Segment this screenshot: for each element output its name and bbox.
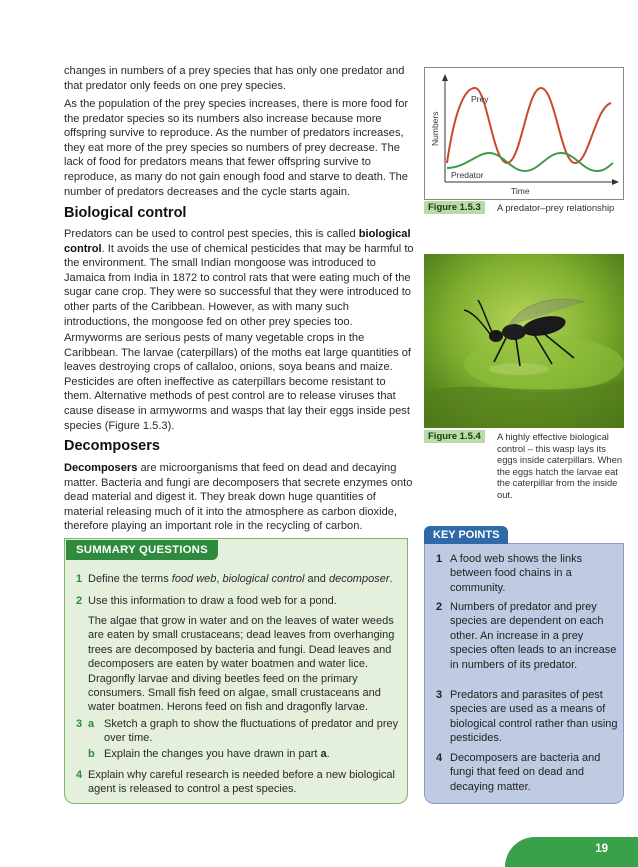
figure-2-caption: A highly effective biological control – this wasp lays its eggs inside caterpillars. When the eggs hatch the larvae eat the caterpillar from the inside out.	[497, 431, 623, 500]
page-number: 19	[505, 837, 638, 867]
summary-questions-title: SUMMARY QUESTIONS	[66, 540, 218, 560]
figure-1-caption: A predator–prey relationship	[497, 202, 615, 213]
heading-decomposers: Decomposers	[64, 438, 160, 454]
bio-paragraph-1: Predators can be used to control pest species, this is called biological control. It avoids the use of chemical pesticides that may be harmful to the environment. The small Indian mongoose was introduced to Jamaica from India in 1872 to control rats that were eating much of the sugar cane crop. They were so successful that they were introduced to other parts of the Caribbean. However, as with many such introductions, the mongoose fed on other prey species too.	[64, 228, 414, 328]
predator-curve	[447, 153, 613, 171]
x-axis-label: Time	[511, 186, 530, 196]
keyword-decomposers: Decomposers	[64, 462, 138, 474]
y-axis-label: Numbers	[430, 111, 440, 146]
key-point-2: 2 Numbers of predator and prey species are dependent on each other. An increase in a prey species often leads to an increase in numbers of its predator.	[436, 601, 617, 671]
intro-paragraph-2: As the population of the prey species increases, there is more food for the predator species so its numbers also increase because more offspring survive to reproduce. As the number of predators increases, they eat more of the prey species so numbers of prey decrease. The lack of food for predators means that fewer offspring survive to reproduce, as many do not gain enough food and starve to death. The number of predators decreases and the cycle starts again.	[64, 98, 409, 198]
predator-label: Predator	[451, 170, 484, 180]
prey-label: Prey	[471, 94, 489, 104]
predator-prey-graph	[424, 67, 624, 200]
key-point-3: 3 Predators and parasites of pest species are used as a means of biological control rather than using pesticides.	[436, 689, 618, 745]
key-points-title: KEY POINTS	[424, 526, 508, 544]
summary-question-3b: b Explain the changes you have drawn in part a.	[88, 748, 330, 760]
key-point-1: 1 A food web shows the links between food chains in a community.	[436, 553, 583, 594]
summary-question-1: 1 Define the terms food web, biological control and decomposer.	[76, 573, 393, 585]
wasp-photo	[424, 254, 624, 428]
decomposers-paragraph: Decomposers are microorganisms that feed on dead and decaying matter. Bacteria and fungi are decomposers that secrete enzymes onto dead material and digest it. They break down huge quantities of material releasing much of it into the atmosphere as carbon dioxide, therefore playing an important role in the recycling of carbon.	[64, 462, 413, 533]
summary-question-2: 2 Use this information to draw a food web for a pond.	[76, 595, 337, 607]
keyword-biological-control: biological control	[64, 228, 411, 255]
figure-2-label: Figure 1.5.4	[424, 430, 485, 443]
key-point-4: 4 Decomposers are bacteria and fungi that feed on dead and decaying matter.	[436, 752, 601, 793]
summary-question-3a: 3 a Sketch a graph to show the fluctuations of predator and prey over time.	[76, 718, 399, 745]
graph-x-arrow	[612, 179, 619, 185]
summary-question-2-text: The algae that grow in water and on the leaves of water weeds are eaten by small crustaceans; dead leaves from overhanging trees are decomposed by bacteria and fungi. Dead leaves and decomposers are eaten by water boatmen and water lice. Dragonfly larvae and diving beetles feed on the primary consumers. Small fish feed on algae, small crustaceans and water boatmen. Herons feed on fish and dragonfly larvae.	[88, 615, 395, 714]
figure-1-label: Figure 1.5.3	[424, 201, 485, 214]
intro-paragraph-1: changes in numbers of a prey species that has only one predator and that predator only feeds on one prey species.	[64, 65, 405, 92]
heading-biological-control: Biological control	[64, 205, 187, 221]
summary-question-4: 4 Explain why careful research is needed before a new biological agent is released to control a pest species.	[76, 769, 395, 796]
bio-paragraph-2: Armyworms are serious pests of many vegetable crops in the Caribbean. The larvae (caterpillars) of the moths eat large quantities of leaves destroying crops of callaloo, onions, soya beans and maize. Pesticides are often ineffective as caterpillars become resistant to them. Alternative methods of pest control are to release viruses that cause disease in armyworms and wasps that lay their eggs inside pest species (Figure 1.5.3).	[64, 332, 411, 432]
graph-y-arrow	[442, 74, 448, 81]
